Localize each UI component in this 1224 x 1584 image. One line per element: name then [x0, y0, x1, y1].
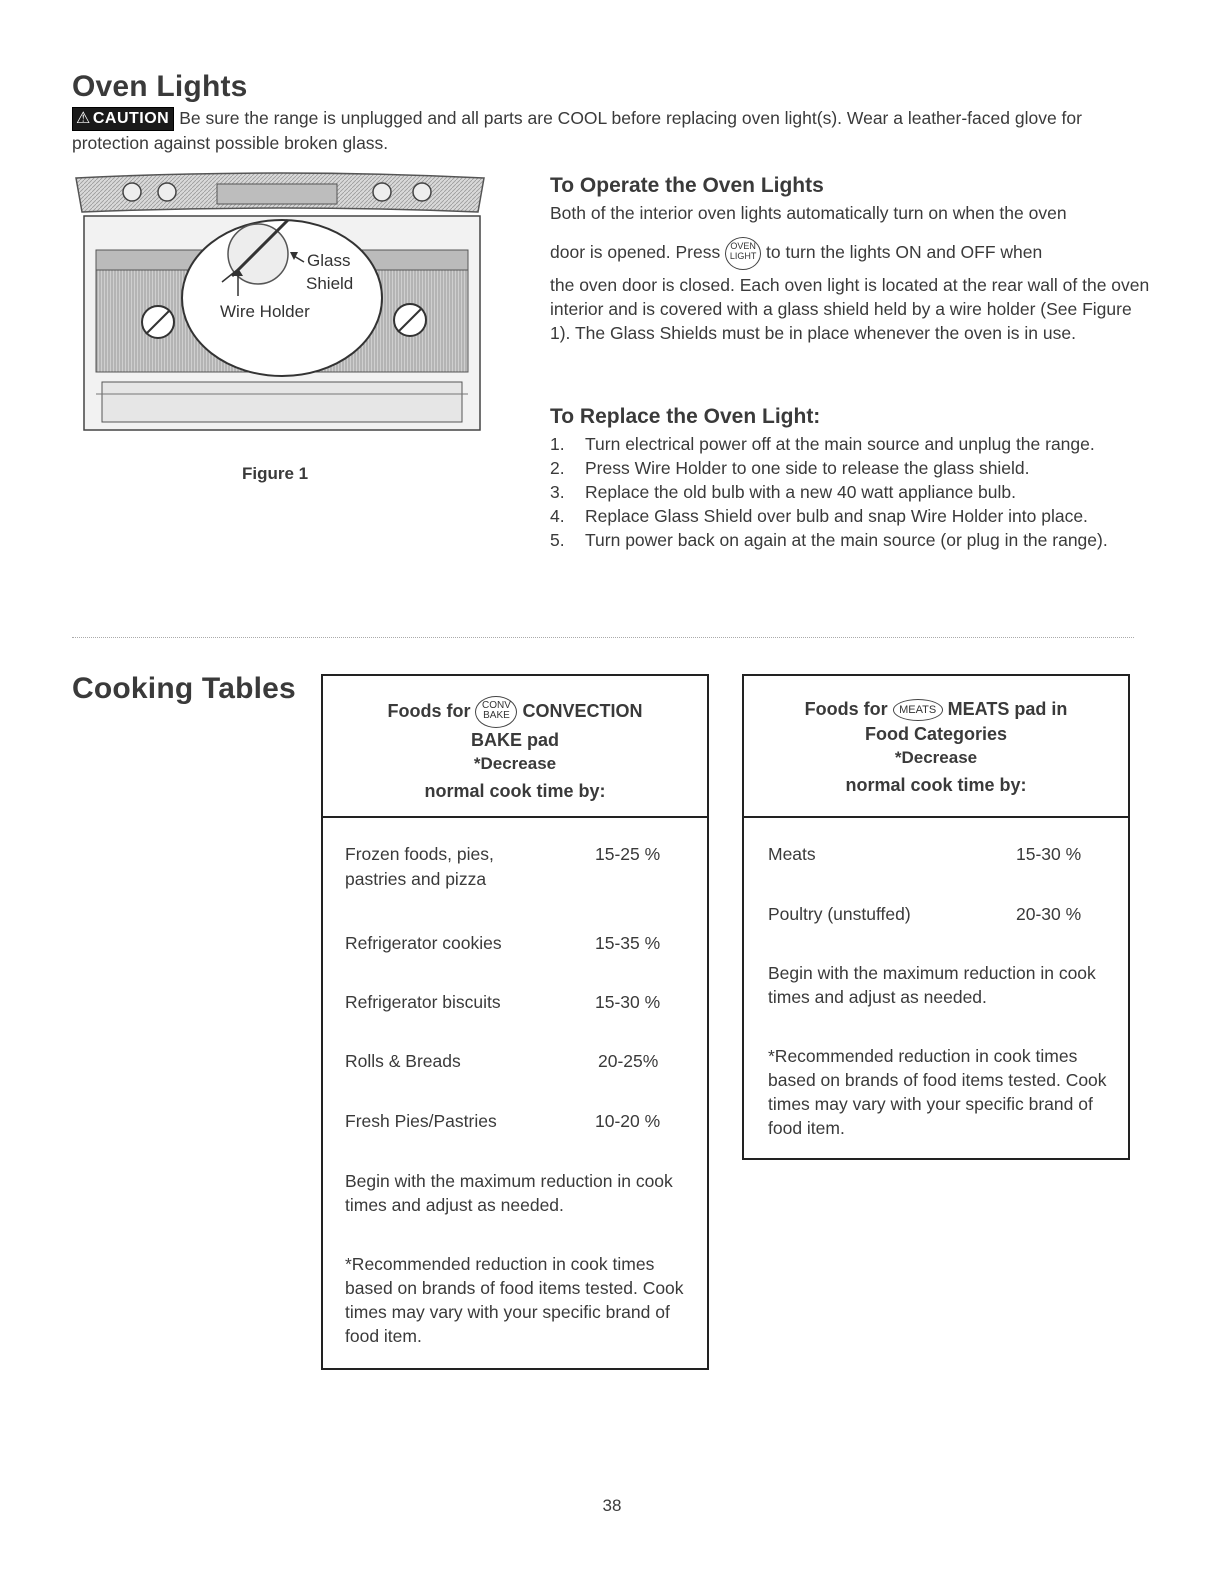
control-knob-icon [413, 183, 431, 201]
meats-head-line4: normal cook time by: [845, 775, 1027, 795]
row-label: Rolls & Breads [345, 1051, 461, 1071]
convection-head-line1 [323, 696, 707, 728]
section-title-oven-lights: Oven Lights [72, 70, 248, 103]
figure-oven-illustration [72, 172, 488, 434]
section-divider [72, 637, 1134, 638]
row-value: 20-25% [598, 1051, 659, 1071]
oven-illustration [72, 172, 488, 434]
meats-table [742, 674, 1130, 1160]
row-label: Meats [768, 844, 816, 864]
caution-badge [72, 107, 174, 131]
control-knob-icon [373, 183, 391, 201]
oven-light-icon [725, 237, 761, 270]
wire-holder-label: Wire Holder [220, 302, 310, 321]
table-note: Begin with the maximum reduction in cook times and adjust as needed. [768, 963, 1096, 1007]
table-footnote: *Recommended reduction in cook times based on brands of food items tested. Cook times may vary with your specific brand of food item. [768, 1046, 1107, 1138]
oven-light-icon-top: OVEN [730, 241, 756, 251]
caution-text: Be sure the range is unplugged and all parts are COOL before replacing oven light(s). Wear a leather-faced glove for protection against possible broken glass. [72, 108, 1082, 153]
step-text: Turn electrical power off at the main source and unplug the range. [585, 434, 1095, 454]
meats-head-pre: Foods for [804, 699, 888, 719]
table-footnote: *Recommended reduction in cook times based on brands of food items tested. Cook times may vary with your specific brand of food item. [345, 1254, 684, 1346]
control-knob-icon [158, 183, 176, 201]
conv-bake-icon [475, 696, 517, 728]
operate-body: the oven door is closed. Each oven light is located at the rear wall of the oven interior and is covered with a glass shield held by a wire holder (See Figure 1). The Glass Shields must be in place whenever the oven is in use. [550, 275, 1150, 343]
list-item [550, 456, 1110, 480]
convection-table-header [323, 676, 707, 818]
shield-label: Shield [306, 274, 354, 293]
step-number: 4. [550, 506, 565, 526]
meats-table-header [744, 676, 1128, 818]
convection-head-line3: *Decrease [473, 754, 557, 773]
meats-icon: MEATS [893, 699, 943, 721]
step-number: 5. [550, 530, 565, 550]
row-value: 10-20 % [595, 1111, 661, 1131]
meats-head-line3: *Decrease [894, 748, 978, 767]
meats-head-line2: Food Categories [864, 724, 1007, 744]
operate-line2 [550, 237, 1150, 270]
step-text: Press Wire Holder to one side to release the glass shield. [585, 458, 1030, 478]
meats-head-line1 [744, 696, 1128, 722]
table-note: Begin with the maximum reduction in cook times and adjust as needed. [345, 1171, 673, 1215]
step-number: 1. [550, 434, 565, 454]
warning-triangle-icon: ⚠ [76, 110, 91, 127]
figure-caption: Figure 1 [242, 464, 309, 483]
section-title-cooking-tables: Cooking Tables [72, 672, 296, 705]
page-number: 38 [602, 1496, 622, 1515]
row-label: Fresh Pies/Pastries [345, 1111, 497, 1131]
control-knob-icon [123, 183, 141, 201]
conv-bake-icon-bottom: BAKE [483, 710, 510, 721]
row-value: 15-25 % [595, 844, 661, 864]
caution-notice [72, 106, 1152, 156]
row-value: 20-30 % [1016, 904, 1082, 924]
oven-light-icon-bottom: LIGHT [729, 251, 757, 261]
step-number: 2. [550, 458, 565, 478]
step-text: Turn power back on again at the main source (or plug in the range). [585, 530, 1108, 550]
row-value: 15-35 % [595, 933, 661, 953]
row-value: 15-30 % [595, 992, 661, 1012]
list-item [550, 528, 1110, 552]
convection-head-pre: Foods for [387, 700, 471, 721]
caution-badge-label: CAUTION [92, 110, 170, 127]
row-label: Frozen foods, pies, [345, 844, 494, 864]
step-number: 3. [550, 482, 565, 502]
table-row [345, 842, 494, 892]
convection-head-line4: normal cook time by: [424, 781, 606, 801]
glass-label: Glass [307, 251, 351, 270]
row-label-cont: pastries and pizza [345, 869, 487, 889]
step-text: Replace the old bulb with a new 40 watt appliance bulb. [585, 482, 1016, 502]
row-value: 15-30 % [1016, 844, 1082, 864]
convection-head-post: CONVECTION [522, 700, 643, 721]
replace-heading: To Replace the Oven Light: [550, 405, 821, 428]
row-label: Refrigerator biscuits [345, 992, 501, 1012]
convection-head-line2: BAKE pad [470, 730, 559, 750]
row-label: Poultry (unstuffed) [768, 904, 911, 924]
row-label: Refrigerator cookies [345, 933, 502, 953]
replace-steps [550, 432, 1110, 552]
operate-line2-pre: door is opened. Press [550, 242, 721, 263]
convection-table [321, 674, 709, 1370]
operate-heading: To Operate the Oven Lights [550, 174, 824, 197]
list-item [550, 432, 1110, 456]
operate-line1: Both of the interior oven lights automatically turn on when the oven [550, 203, 1067, 223]
meats-head-post: MEATS pad in [947, 699, 1068, 719]
list-item [550, 504, 1110, 528]
list-item [550, 480, 1110, 504]
conv-bake-icon-top: CONV [482, 700, 511, 711]
operate-line2-post: to turn the lights ON and OFF when [766, 242, 1043, 263]
step-text: Replace Glass Shield over bulb and snap Wire Holder into place. [585, 506, 1088, 526]
